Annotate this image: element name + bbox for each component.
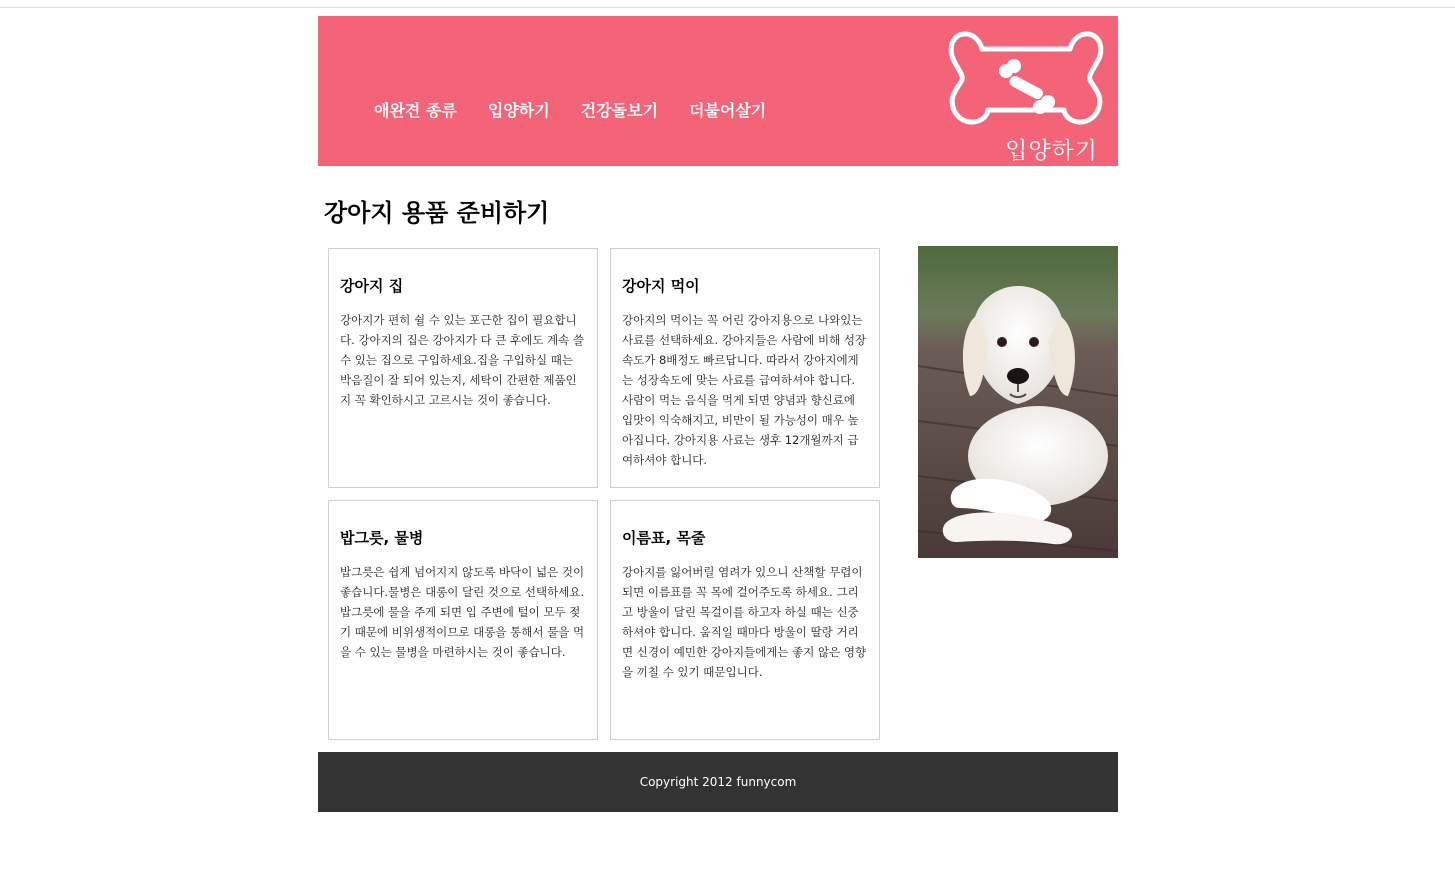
card-nametag-leash	[610, 500, 880, 740]
top-divider	[0, 7, 1455, 8]
card-title: 강아지 집	[340, 277, 404, 295]
site-header	[318, 16, 1118, 166]
bone-icon[interactable]	[948, 28, 1104, 128]
main-nav	[374, 98, 797, 121]
card-body: 밥그릇은 쉽게 넘어지지 않도록 바닥이 넓은 것이 좋습니다.물병은 대롱이 달린 것으로 선택하세요. 밥그릇에 물을 주게 되면 입 주변에 털이 모두 젖기 때문에 비위생적이므로 대롱을 통해서 물을 먹을 수 있는 물병을 마련하시는 것이 좋습니다.	[340, 565, 585, 659]
nav-item-adoption[interactable]: 입양하기	[487, 101, 550, 120]
nav-item-living-together[interactable]: 더불어살기	[688, 101, 767, 120]
card-title: 이름표, 목줄	[622, 529, 706, 547]
logo-text[interactable]: 입양하기	[1005, 138, 1098, 164]
nav-item-breeds[interactable]: 애완견 종류	[374, 101, 457, 120]
nav-item-health-care[interactable]: 건강돌보기	[580, 101, 658, 120]
card-body: 강아지를 잃어버릴 염려가 있으니 산책할 무렵이 되면 이름표를 꼭 목에 걸어주도록 하세요. 그리고 방울이 달린 목걸이를 하고자 하실 때는 신중하셔야 합니다. 움직일 때마다 방울이 딸랑 거리면 신경이 예민한 강아지들에게는 좋지 않은 영향을 끼칠 수 있기 때문입니다.	[622, 565, 867, 679]
page-container	[318, 16, 1118, 789]
card-dog-house	[328, 248, 598, 488]
card-dog-food	[610, 248, 880, 488]
puppy-photo	[918, 246, 1118, 558]
card-body: 강아지가 편히 쉴 수 있는 포근한 집이 필요합니다. 강아지의 집은 강아지가 다 큰 후에도 계속 쓸 수 있는 집으로 구입하세요.집을 구입하실 때는 박음질이 잘 되어 있는지, 세탁이 간편한 제품인지 꼭 확인하시고 고르시는 것이 좋습니다.	[340, 313, 584, 407]
card-title: 밥그릇, 물병	[340, 529, 424, 547]
card-bowl-bottle	[328, 500, 598, 740]
site-footer	[318, 752, 1118, 812]
page-title: 강아지 용품 준비하기	[324, 199, 550, 227]
card-body: 강아지의 먹이는 꼭 어린 강아지용으로 나와있는 사료를 선택하세요. 강아지들은 사람에 비해 성장속도가 8배정도 빠르답니다. 따라서 강아지에게는 성장속도에 맞는 사료를 급여하셔야 합니다. 사람이 먹는 음식을 먹게 되면 양념과 향신료에 입맛이 익숙해지고, 비만이 될 가능성이 매우 높아집니다. 강아지용 사료는 생후 12개월까지 급여하셔야 합니다.	[622, 313, 867, 467]
card-title: 강아지 먹이	[622, 277, 700, 295]
copyright-text: Copyright 2012 funnycom	[639, 775, 797, 789]
